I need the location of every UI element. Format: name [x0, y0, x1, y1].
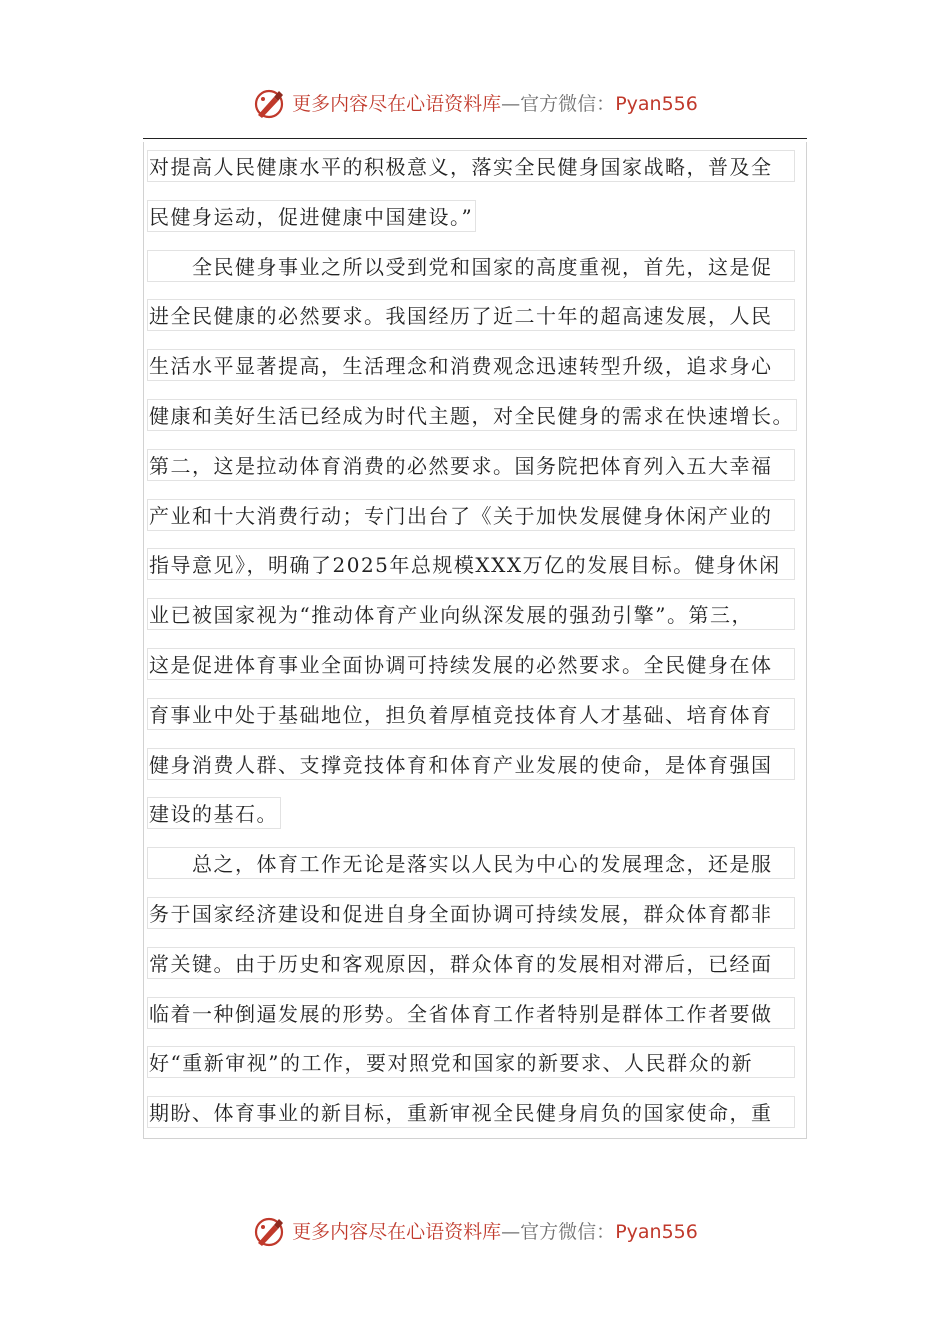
text-line: 民健身运动，促进健康中国建设。”: [147, 200, 476, 232]
text-line: 健康和美好生活已经成为时代主题，对全民健身的需求在快速增长。: [147, 399, 797, 431]
banner-wechat-label: 官方微信：: [520, 92, 616, 115]
text-line: 业已被国家视为“推动体育产业向纵深发展的强劲引擎”。第三，: [147, 598, 795, 630]
banner-dash: —: [501, 92, 521, 115]
text-line: 临着一种倒逼发展的形势。全省体育工作者特别是群体工作者要做: [147, 997, 795, 1029]
header-banner: [0, 84, 950, 124]
pen-logo-icon: [252, 1215, 286, 1249]
text-line: 育事业中处于基础地位，担负着厚植竞技体育人才基础、培育体育: [147, 698, 795, 730]
text-line: 进全民健康的必然要求。我国经历了近二十年的超高速发展，人民: [147, 299, 795, 331]
banner-site-name: 更多内容尽在心语资料库: [292, 92, 502, 115]
document-body: [147, 150, 807, 1146]
text-line: 常关键。由于历史和客观原因，群众体育的发展相对滞后，已经面: [147, 947, 795, 979]
text-line: 对提高人民健康水平的积极意义，落实全民健身国家战略，普及全: [147, 150, 795, 182]
text-line: 第二，这是拉动体育消费的必然要求。国务院把体育列入五大幸福: [147, 449, 795, 481]
text-line: 期盼、体育事业的新目标，重新审视全民健身肩负的国家使命，重: [147, 1096, 795, 1128]
pen-logo-icon: [252, 87, 286, 121]
banner-dash: —: [501, 1220, 521, 1243]
banner-wechat-id: Pyan556: [615, 92, 698, 115]
text-line: 产业和十大消费行动；专门出台了《关于加快发展健身休闲产业的: [147, 499, 795, 531]
text-line: 总之，体育工作无论是落实以人民为中心的发展理念，还是服: [147, 847, 795, 879]
footer-banner: [0, 1212, 950, 1252]
banner-site-name: 更多内容尽在心语资料库: [292, 1220, 502, 1243]
header-rule: [143, 138, 807, 139]
text-line: 生活水平显著提高，生活理念和消费观念迅速转型升级，追求身心: [147, 349, 795, 381]
text-line: 务于国家经济建设和促进自身全面协调可持续发展，群众体育都非: [147, 897, 795, 929]
text-line: 健身消费人群、支撑竞技体育和体育产业发展的使命，是体育强国: [147, 748, 795, 780]
text-line: 建设的基石。: [147, 797, 281, 829]
text-line: 指导意见》，明确了2025年总规模XXX万亿的发展目标。健身休闲: [147, 548, 795, 580]
text-line: 这是促进体育事业全面协调可持续发展的必然要求。全民健身在体: [147, 648, 795, 680]
text-line: 好“重新审视”的工作，要对照党和国家的新要求、人民群众的新: [147, 1046, 795, 1078]
banner-wechat-label: 官方微信：: [520, 1220, 616, 1243]
banner-wechat-id: Pyan556: [615, 1220, 698, 1243]
text-line: 全民健身事业之所以受到党和国家的高度重视，首先，这是促: [147, 250, 795, 282]
